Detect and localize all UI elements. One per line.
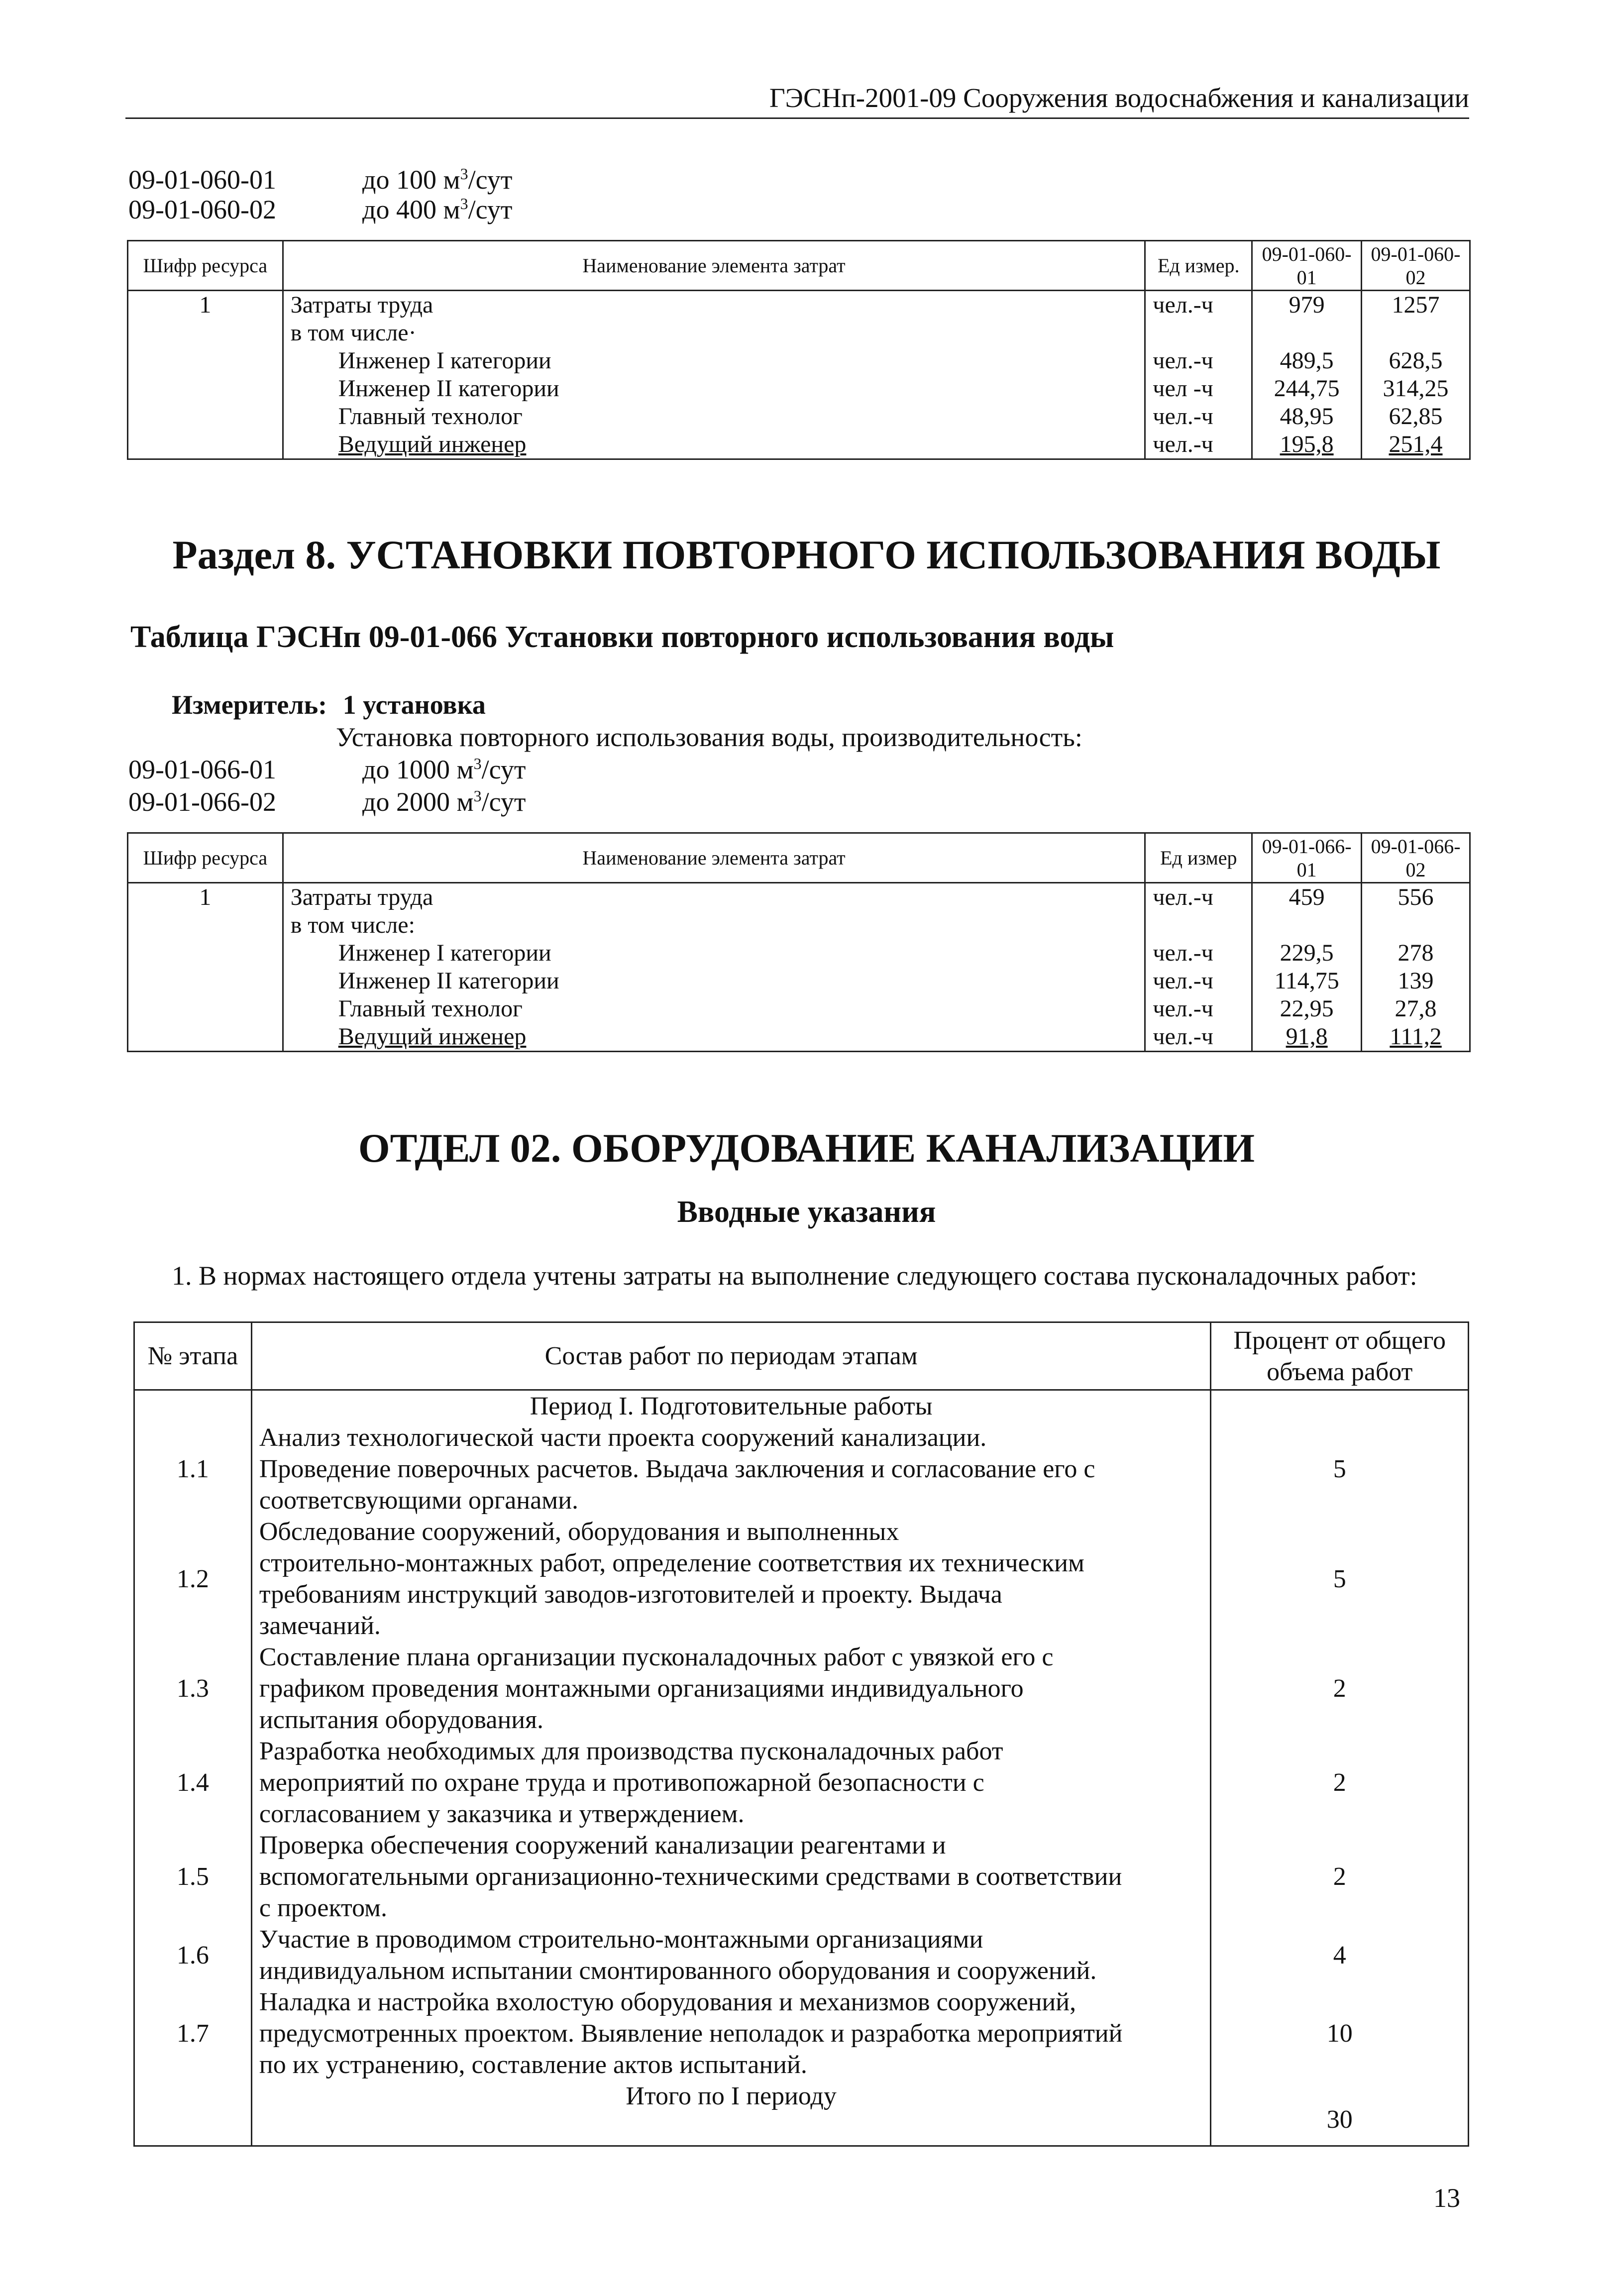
stage-row: [134, 1986, 1469, 2080]
description-line: Наладка и настройка вхолостую оборудования и механизмов сооружений,: [259, 1988, 1076, 2016]
meter-line: [172, 689, 486, 720]
description-line: строительно-монтажных работ, определение соответствия их техническим: [259, 1549, 1084, 1577]
total-label: Итого по I периоду: [251, 2080, 1211, 2146]
table-row: Инженер I категории чел.-ч 489,5 628,5: [128, 347, 1470, 375]
table-row: в том числе·: [128, 319, 1470, 347]
description-line: соответсвующими органами.: [259, 1486, 579, 1515]
stage-percent: 4: [1211, 1924, 1469, 1986]
code-line-4: 09-01-066-02 до 2000 $м^3$/сут: [128, 787, 526, 817]
description-line: предусмотренных проектом. Выявление неполадок и разработка мероприятий: [259, 2019, 1123, 2048]
table-row: Инженер I категории чел.-ч 229,5 278: [128, 939, 1470, 967]
page-number: 13: [1433, 2183, 1460, 2213]
stage-row: [134, 1516, 1469, 1641]
header-percent: Процент от общего объема работ: [1211, 1322, 1469, 1390]
table-title: Таблица ГЭСНп 09-01-066 Установки повторного использования воды: [130, 620, 1114, 654]
stage-row: [134, 1924, 1469, 1986]
description-line: испытания оборудования.: [259, 1706, 544, 1734]
description-line: Проведение поверочных расчетов. Выдача заключения и согласование его с: [259, 1455, 1095, 1483]
intro-paragraph: 1. В нормах настоящего отдела учтены затраты на выполнение следующего состава пусконаладочных работ:: [172, 1261, 1417, 1291]
header-work: Состав работ по периодам этапам: [251, 1322, 1211, 1390]
resource-table-060: [127, 240, 1471, 460]
stage-description: [251, 1986, 1211, 2080]
total-value: 30: [1211, 2080, 1469, 2146]
stage-description: [251, 1736, 1211, 1830]
description-line: по их устранению, составление актов испытаний.: [259, 2051, 807, 2079]
stage-description: [251, 1924, 1211, 1986]
description-line: Проверка обеспечения сооружений канализации реагентами и: [259, 1831, 946, 1859]
stage-description: [251, 1516, 1211, 1641]
table-row: Инженер II категории чел -ч 244,75 314,25: [128, 375, 1470, 403]
description-line: графиком проведения монтажными организациями индивидуального: [259, 1674, 1024, 1703]
section-subtitle: Вводные указания: [677, 1195, 936, 1229]
description: Установка повторного использования воды, производительность:: [336, 722, 1082, 752]
stage-number: 1.7: [134, 1986, 252, 2080]
resource-code: 09-01-060-01: [128, 165, 276, 195]
period-row: [134, 1390, 1469, 1422]
code-line-2: [128, 194, 513, 225]
table-row: 1 Затраты труда чел.-ч 979 1257: [128, 291, 1470, 320]
description-line: замечаний.: [259, 1612, 381, 1640]
stage-number: 1.4: [134, 1736, 252, 1830]
description-line: требованиям инструкций заводов-изготовителей и проекту. Выдача: [259, 1580, 1002, 1609]
stage-percent: 2: [1211, 1830, 1469, 1924]
header-stage-num: № этапа: [134, 1322, 252, 1390]
code-line-1: [128, 164, 513, 195]
department-title: ОТДЕЛ 02. ОБОРУДОВАНИЕ КАНАЛИЗАЦИИ: [358, 1125, 1255, 1171]
description-line: согласованием у заказчика и утверждением.: [259, 1800, 745, 1828]
description-line: Обследование сооружений, оборудования и выполненных: [259, 1518, 899, 1546]
description-line: Участие в проводимом строительно-монтажными организациями: [259, 1925, 983, 1954]
works-table: [133, 1321, 1469, 2147]
stage-description: [251, 1422, 1211, 1516]
stage-percent: 2: [1211, 1736, 1469, 1830]
header-col1: 09-01-060-01: [1252, 241, 1362, 291]
description-line: Анализ технологической части проекта сооружений канализации.: [259, 1423, 987, 1452]
stage-number: 1.2: [134, 1516, 252, 1641]
stage-number: 1.3: [134, 1641, 252, 1736]
meter-value: 1 установка: [342, 690, 486, 720]
stage-description: [251, 1641, 1211, 1736]
header-code: Шифр ресурса: [128, 241, 283, 291]
stage-row: [134, 1830, 1469, 1924]
description-line: Составление плана организации пусконаладочных работ с увязкой его с: [259, 1643, 1054, 1671]
table-row: в том числе:: [128, 911, 1470, 939]
stage-row: [134, 1641, 1469, 1736]
stage-description: [251, 1830, 1211, 1924]
stage-percent: 10: [1211, 1986, 1469, 2080]
capacity: до 400 $м^3$/сут: [362, 195, 513, 224]
meter-label: Измеритель:: [172, 690, 327, 720]
capacity: до 100 $м^3$/сут: [362, 165, 513, 195]
description-line: мероприятий по охране труда и противопожарной безопасности с: [259, 1768, 984, 1797]
description-line: с проектом.: [259, 1894, 388, 1922]
running-header: ГЭСНп-2001-09 Сооружения водоснабжения и канализации: [125, 82, 1469, 119]
header-unit: Ед измер.: [1145, 241, 1252, 291]
table-row: Ведущий инженер чел.-ч 91,8 111,2: [128, 1023, 1470, 1052]
resource-table-066: Шифр ресурса Наименование элемента затрат Ед измер 09-01-066-01 09-01-066-02 1 Затраты труда чел.-ч 459 556 в том числе: Инженер I категории чел.-ч 229,5 278 Инженер II категории чел.-ч 114,75 139 Главный технолог чел.-ч 22,95 27,8 Ведущий инженер чел.-ч 91,8 111,2: [127, 832, 1471, 1052]
resource-code: 09-01-060-02: [128, 195, 276, 224]
description-line: вспомогательными организационно-техническими средствами в соответствии: [259, 1862, 1122, 1891]
stage-percent: 5: [1211, 1516, 1469, 1641]
stage-row: [134, 1736, 1469, 1830]
description-line: индивидуальном испытании смонтированного оборудования и сооружений.: [259, 1957, 1097, 1985]
table-row: Ведущий инженер чел.-ч 195,8 251,4: [128, 431, 1470, 459]
total-row: [134, 2080, 1469, 2146]
header-col2: 09-01-060-02: [1362, 241, 1470, 291]
stage-number: 1.1: [134, 1422, 252, 1516]
table-row: Главный технолог чел.-ч 48,95 62,85: [128, 403, 1470, 431]
code-line-3: 09-01-066-01 до 1000 $м^3$/сут: [128, 755, 526, 784]
stage-percent: 5: [1211, 1422, 1469, 1516]
table-row: Главный технолог чел.-ч 22,95 27,8: [128, 995, 1470, 1023]
stage-percent: 2: [1211, 1641, 1469, 1736]
period-title: Период I. Подготовительные работы: [251, 1390, 1211, 1422]
section-title: Раздел 8. УСТАНОВКИ ПОВТОРНОГО ИСПОЛЬЗОВАНИЯ ВОДЫ: [172, 532, 1441, 577]
stage-row: [134, 1422, 1469, 1516]
stage-number: 1.6: [134, 1924, 252, 1986]
header-name: Наименование элемента затрат: [283, 241, 1145, 291]
table-row: Инженер II категории чел.-ч 114,75 139: [128, 967, 1470, 995]
description-line: Разработка необходимых для производства пусконаладочных работ: [259, 1737, 1003, 1765]
table-row: 1 Затраты труда чел.-ч 459 556: [128, 883, 1470, 912]
stage-number: 1.5: [134, 1830, 252, 1924]
